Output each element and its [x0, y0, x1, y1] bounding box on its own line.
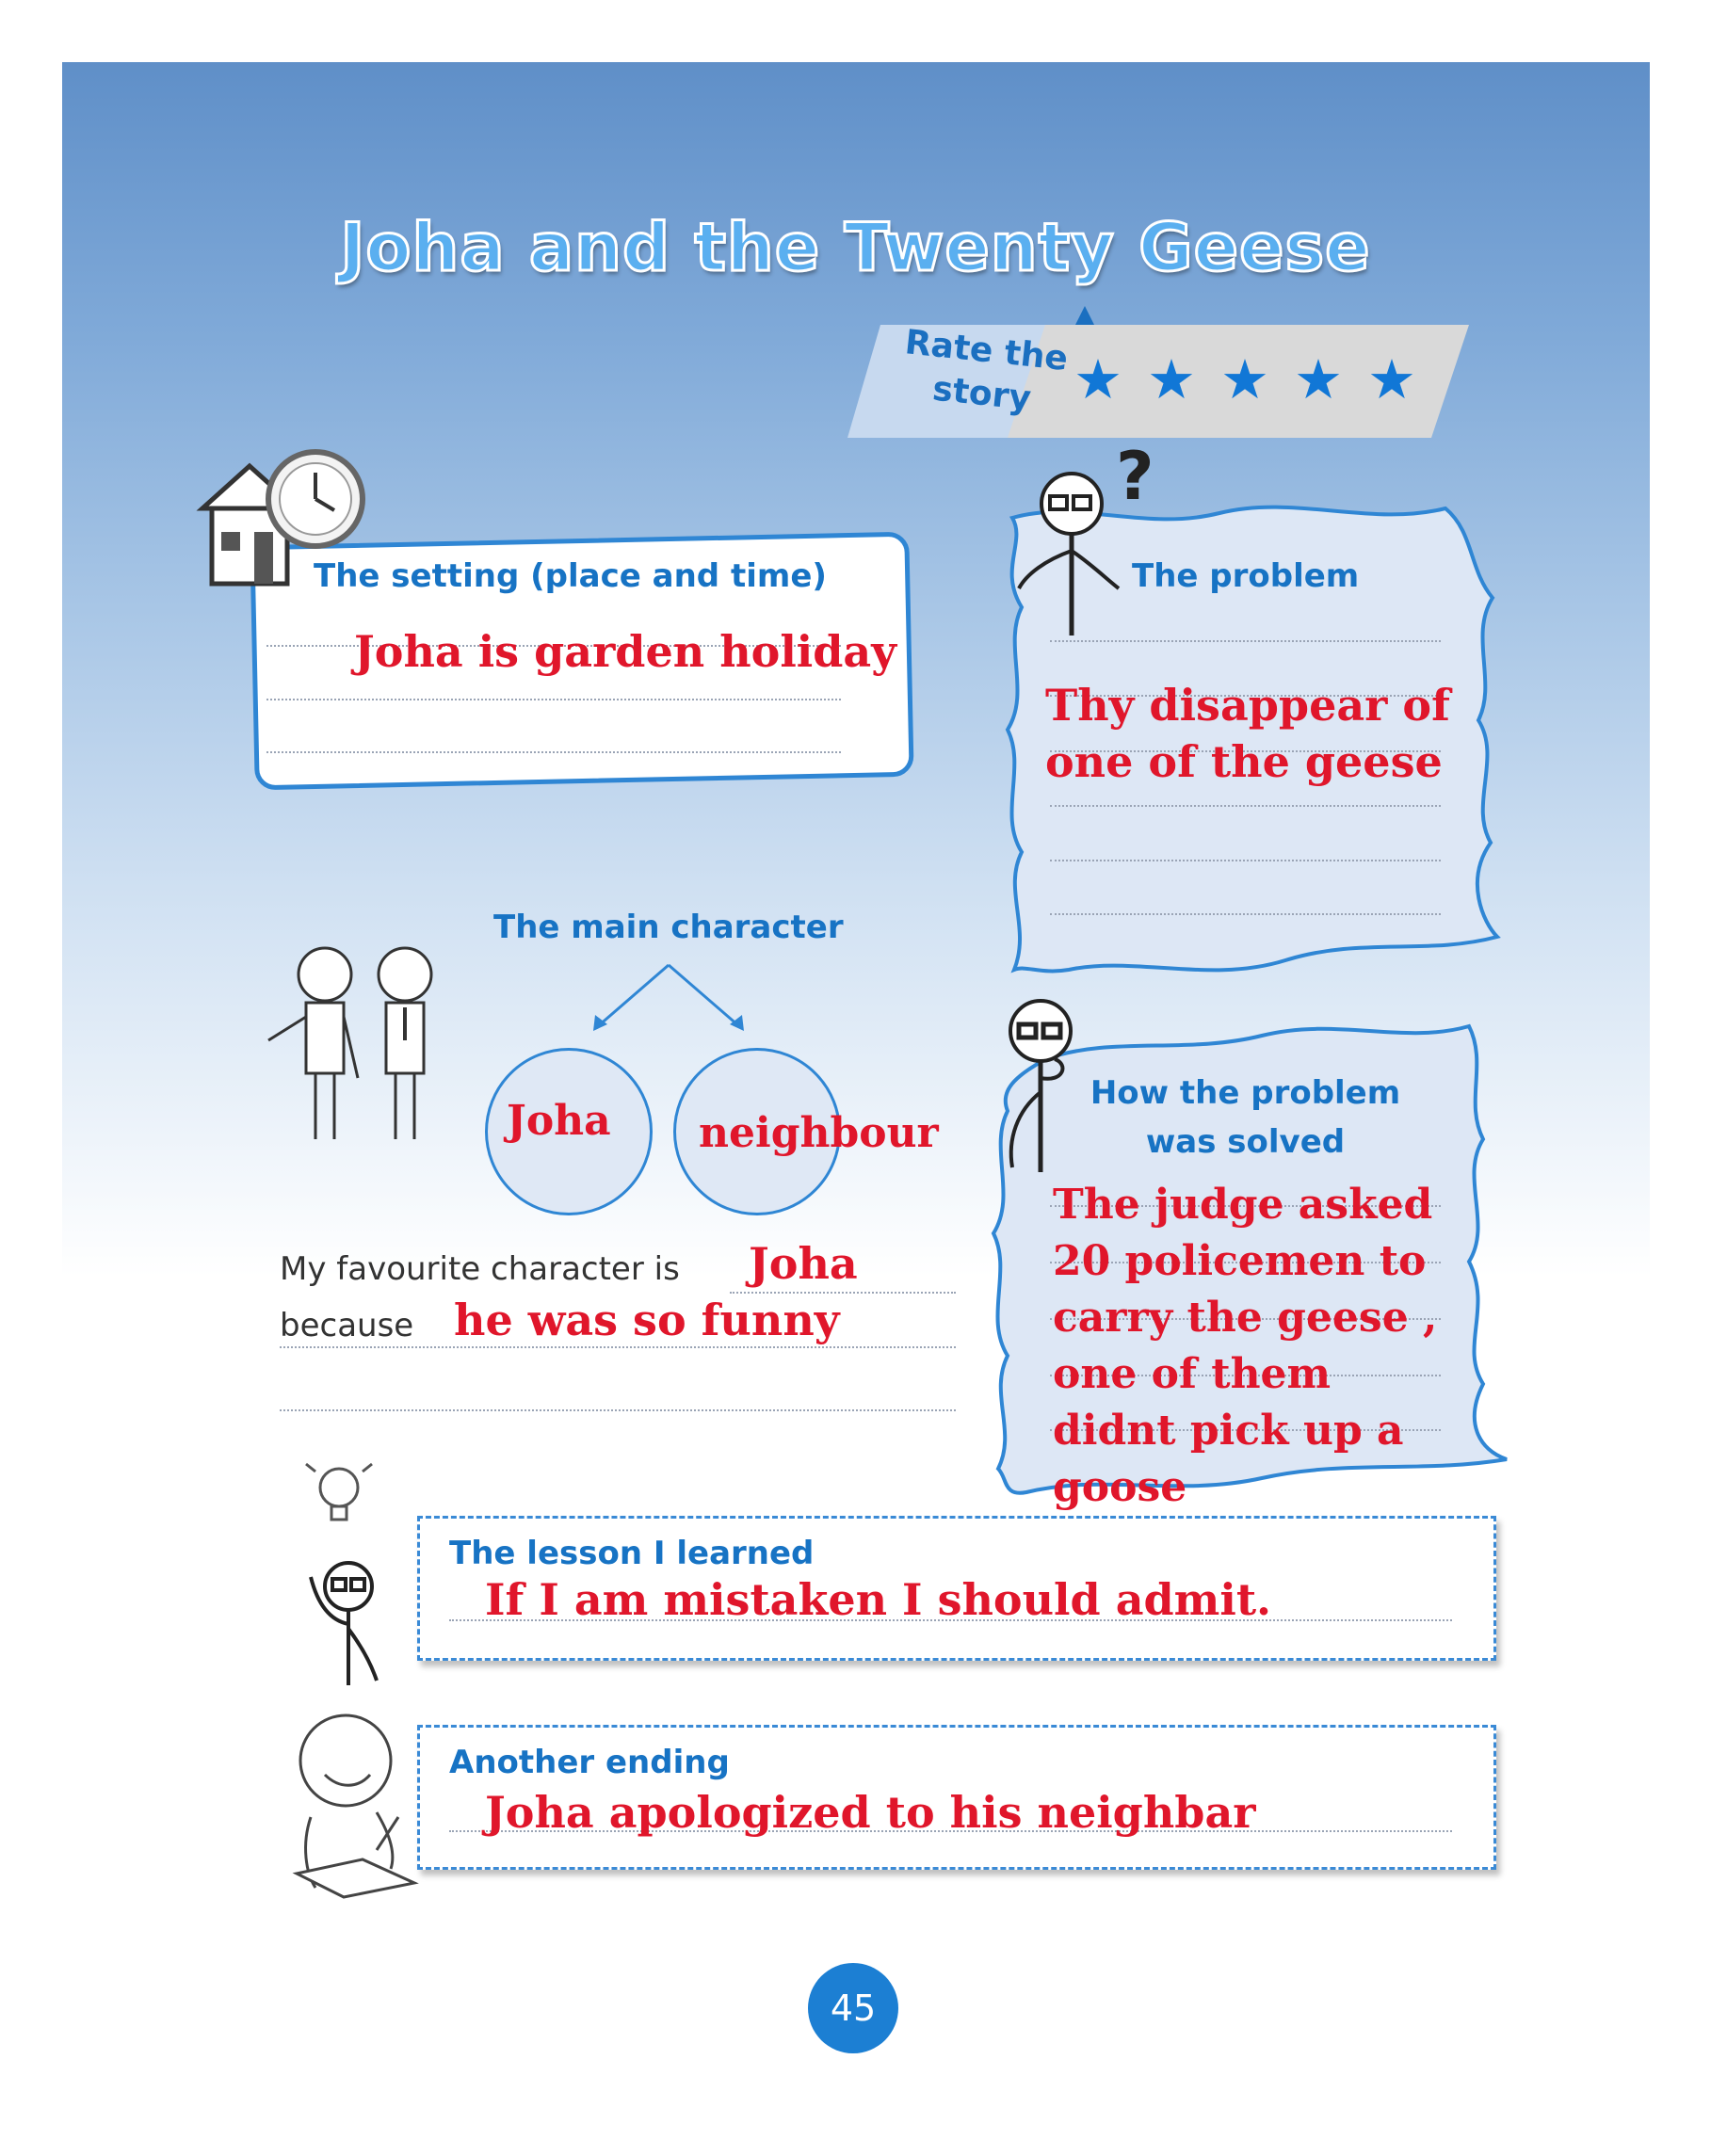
ending-answer[interactable]: Joha apologized to his neighbar [485, 1787, 1256, 1838]
rating-stars[interactable] [1073, 346, 1416, 412]
ending-label: Another ending [449, 1744, 730, 1781]
solution-answer-line: carry the geese , [1053, 1294, 1438, 1342]
solution-answer-line: The judge asked [1053, 1181, 1433, 1229]
solution-answer-line: goose [1053, 1463, 1187, 1511]
star-icon[interactable]: ★ [1073, 347, 1122, 411]
setting-line-3 [266, 751, 841, 753]
rate-label-line2: story [930, 369, 1033, 419]
because-line-2 [280, 1409, 956, 1411]
writing-child-icon [287, 1704, 419, 1902]
thinking-figure-icon [1008, 447, 1168, 645]
because-label: because [280, 1307, 414, 1344]
page-number: 45 [808, 1963, 898, 2053]
solution-answer-line: one of them [1053, 1350, 1332, 1398]
problem-line-5 [1050, 860, 1441, 861]
main-character-label: The main character [493, 909, 844, 946]
because-line-1 [280, 1346, 956, 1348]
solution-label-line2: was solved [1145, 1123, 1346, 1161]
star-icon[interactable]: ★ [1220, 347, 1269, 411]
lesson-label: The lesson I learned [449, 1535, 815, 1572]
because-answer[interactable]: he was so funny [454, 1295, 840, 1345]
favourite-prefix: My favourite character is [280, 1250, 680, 1288]
problem-line-6 [1050, 913, 1441, 915]
setting-line-2 [266, 699, 841, 700]
star-icon[interactable]: ★ [1367, 347, 1416, 411]
page-title: Joha and the Twenty Geese [340, 209, 1371, 286]
favourite-line [730, 1292, 956, 1294]
setting-label: The setting (place and time) [314, 557, 827, 595]
problem-line-1 [1050, 640, 1441, 642]
character-2-answer[interactable]: neighbour [699, 1109, 939, 1157]
problem-label: The problem [1132, 557, 1360, 595]
svg-text:?: ? [1116, 447, 1154, 515]
lesson-answer[interactable]: If I am mistaken I should admit. [485, 1574, 1272, 1625]
solution-answer-line: didnt pick up a [1053, 1407, 1404, 1455]
setting-answer[interactable]: Joha is garden holiday [354, 626, 896, 677]
star-icon[interactable]: ★ [1147, 347, 1196, 411]
lightbulb-figure-icon [287, 1455, 410, 1690]
character-1-answer[interactable]: Joha [507, 1097, 611, 1145]
solution-label-line1: How the problem [1090, 1074, 1401, 1112]
solution-answer-line: 20 policemen to [1053, 1237, 1427, 1285]
star-icon[interactable]: ★ [1294, 347, 1343, 411]
arrows-icon [584, 960, 753, 1036]
solution-answer[interactable] [1053, 1177, 1437, 1516]
problem-line-4 [1050, 805, 1441, 807]
two-characters-icon [264, 937, 452, 1153]
problem-answer-line-1[interactable]: Thy disappear of [1045, 680, 1450, 731]
problem-answer-line-2[interactable]: one of the geese [1045, 736, 1443, 787]
solution-label [1064, 1069, 1427, 1166]
favourite-answer[interactable]: Joha [749, 1238, 858, 1289]
rate-label-line1: Rate the [903, 323, 1070, 379]
